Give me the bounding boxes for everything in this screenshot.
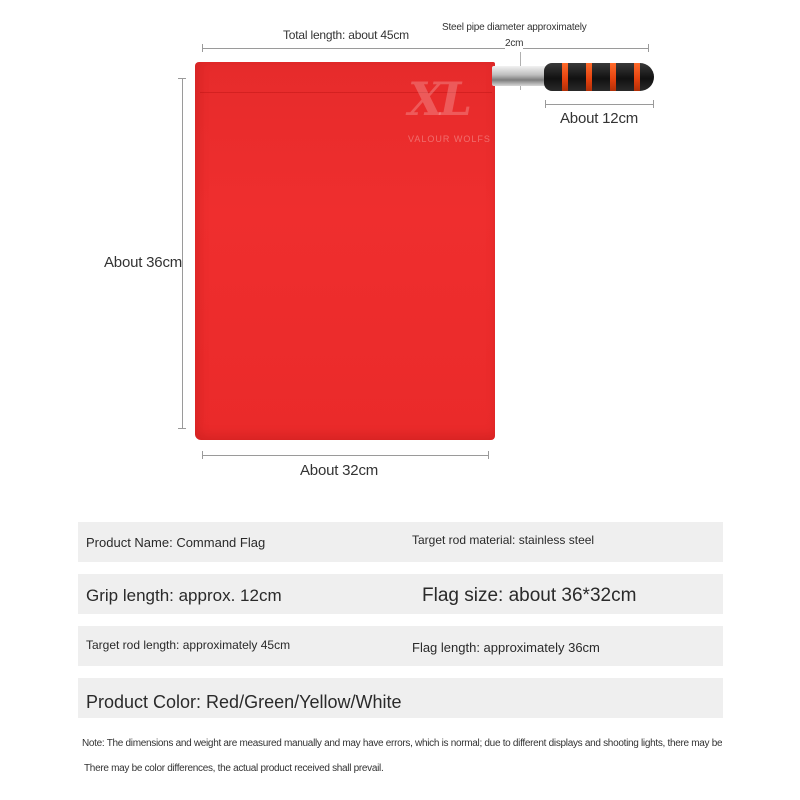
grip-length-dimension-line (545, 104, 653, 105)
spec-rod-length: Target rod length: approximately 45cm (86, 638, 291, 652)
flag-width-label: About 32cm (300, 462, 379, 479)
grip-length-right-tick (653, 100, 654, 108)
foam-grip (544, 63, 654, 91)
spec-rod-material: Target rod material: stainless steel (412, 533, 595, 547)
grip-length-left-tick (545, 100, 546, 108)
flag-height-bottom-tick (178, 428, 186, 429)
flag-height-dimension-line (182, 78, 183, 428)
total-length-dimension-line (202, 48, 648, 49)
flag-height-label: About 36cm (104, 254, 183, 271)
pipe-diameter-label-line2: 2cm (505, 38, 524, 49)
total-length-left-tick (202, 44, 203, 52)
grip-ring (586, 63, 592, 91)
spec-product-color: Product Color: Red/Green/Yellow/White (86, 692, 402, 712)
flag-width-right-tick (488, 451, 489, 459)
grip-length-label: About 12cm (560, 110, 639, 127)
flag-width-left-tick (202, 451, 203, 459)
disclaimer-note-line2: There may be color differences, the actual product received shall prevail. (84, 763, 384, 774)
spec-grip-length: Grip length: approx. 12cm (86, 586, 282, 605)
flag-height-top-tick (178, 78, 186, 79)
spec-flag-size: Flag size: about 36*32cm (422, 585, 637, 606)
brand-watermark-logo: XL (408, 72, 469, 126)
grip-ring (634, 63, 640, 91)
grip-ring (562, 63, 568, 91)
flag-width-dimension-line (202, 455, 488, 456)
spec-flag-length: Flag length: approximately 36cm (412, 640, 600, 655)
total-length-label: Total length: about 45cm (280, 28, 412, 42)
disclaimer-note-line1: Note: The dimensions and weight are measured manually and may have errors, which is normal; due to different displays and shooting lights, there may be (82, 738, 722, 749)
total-length-right-tick (648, 44, 649, 52)
brand-watermark-text: VALOUR WOLFS (408, 134, 491, 144)
spec-product-name: Product Name: Command Flag (86, 535, 266, 550)
pipe-diameter-label-line1: Steel pipe diameter approximately (442, 22, 587, 33)
steel-pole (492, 66, 552, 86)
grip-ring (610, 63, 616, 91)
